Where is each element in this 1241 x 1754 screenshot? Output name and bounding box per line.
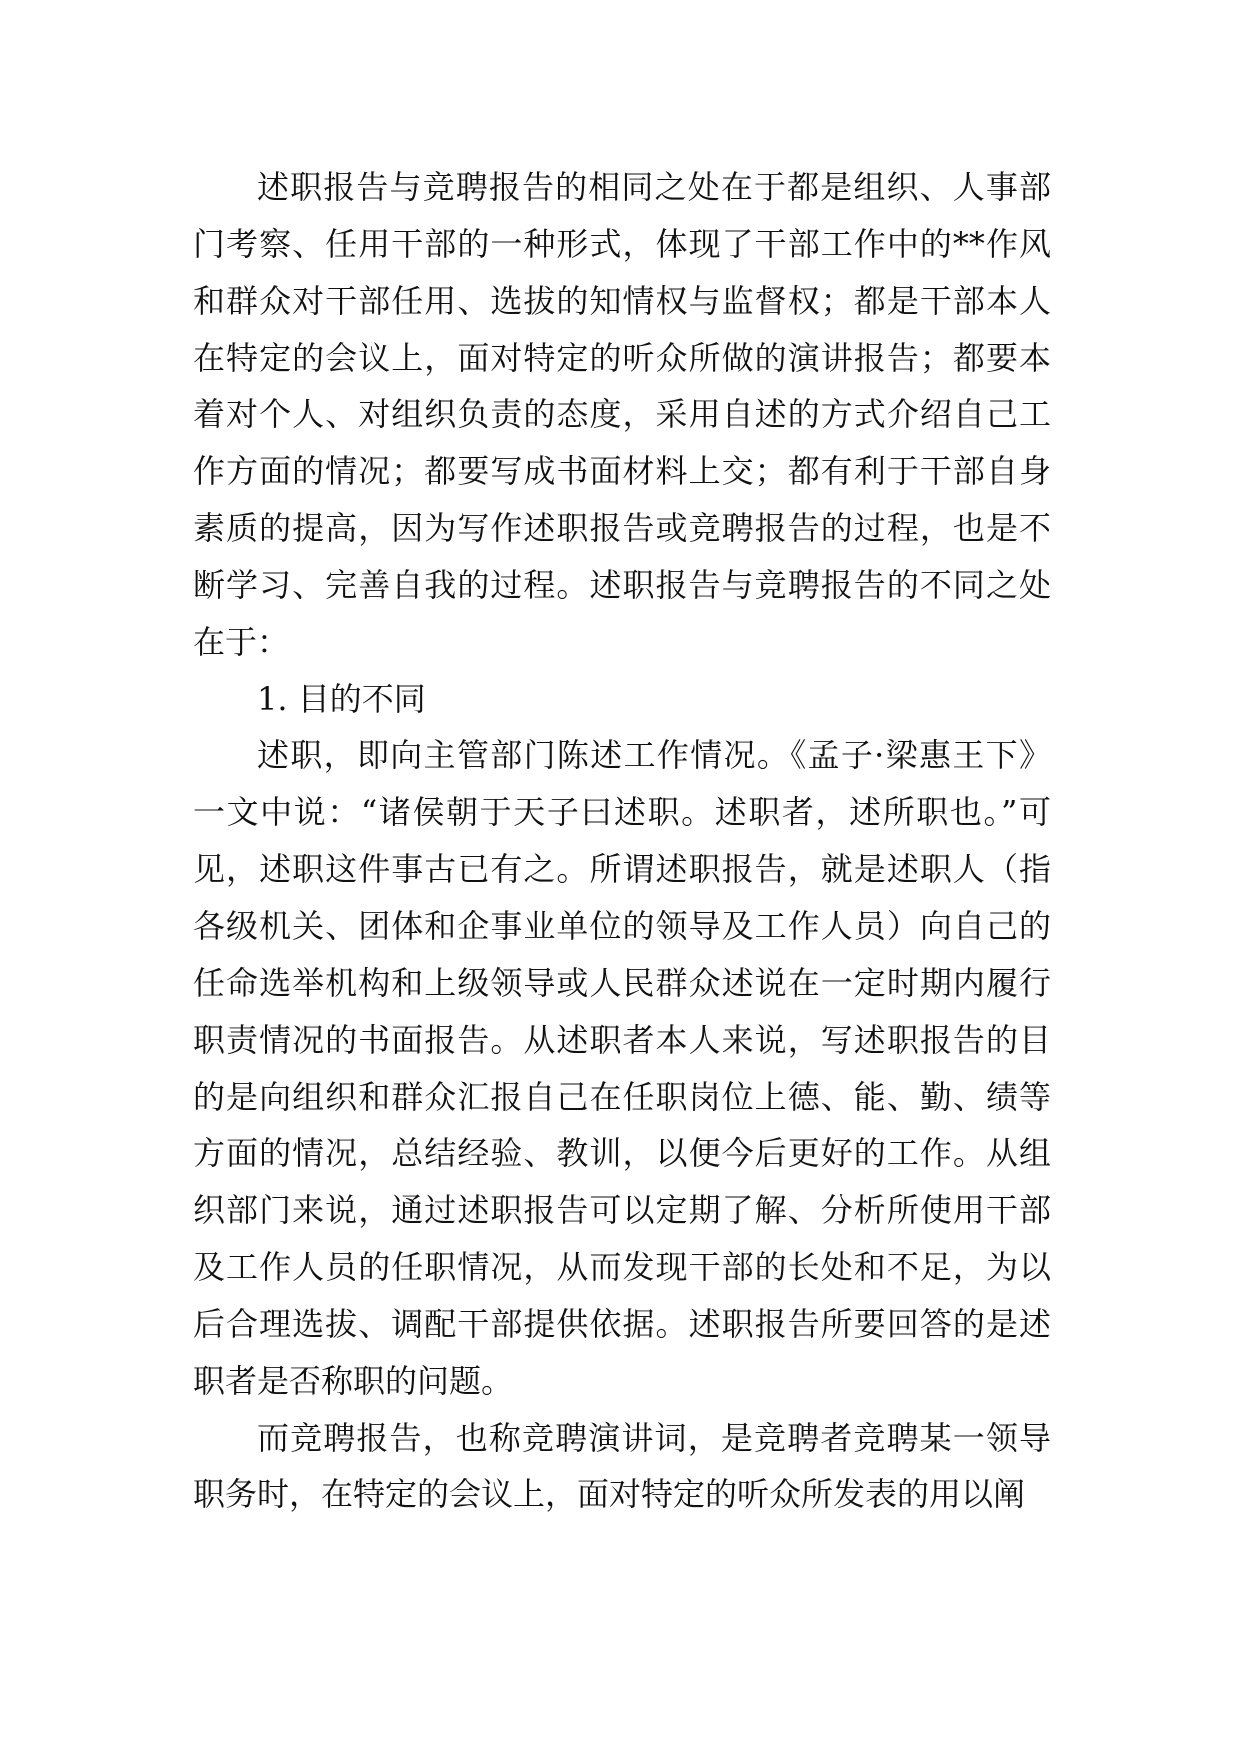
- paragraph-competition-report: 而竞聘报告，也称竞聘演讲词，是竞聘者竞聘某一领导职务时，在特定的会议上，面对特定的听众所发表的用以阐: [193, 1418, 1051, 1514]
- section-heading-purpose: 1. 目的不同: [257, 679, 426, 718]
- paragraph-duty-report: 述职，即向主管部门陈述工作情况。《孟子·梁惠王下》一文中说：“诸侯朝于天子曰述职。述职者，述所职也。”可见，述职这件事古已有之。所谓述职报告，就是述职人（指各级机关、团体和企事业单位的领导及工作人员）向自己的任命选举机构和上级领导或人民群众述说在一定时期内履行职责情况的书面报告。从述职者本人来说，写述职报告的目的是向组织和群众汇报自己在任职岗位上德、能、勤、绩等方面的情况，总结经验、教训，以便今后更好的工作。从组织部门来说，通过述职报告可以定期了解、分析所使用干部及工作人员的任职情况，从而发现干部的长处和不足，为以后合理选拔、调配干部提供依据。述职报告所要回答的是述职者是否称职的问题。: [193, 736, 1051, 1400]
- document-body: [193, 159, 1051, 1523]
- paragraph-comparison: 述职报告与竞聘报告的相同之处在于都是组织、人事部门考察、任用干部的一种形式，体现了干部工作中的**作风和群众对干部任用、选拔的知情权与监督权；都是干部本人在特定的会议上，面对特定的听众所做的演讲报告；都要本着对个人、对组织负责的态度，采用自述的方式介绍自己工作方面的情况；都要写成书面材料上交；都有利于干部自身素质的提高，因为写作述职报告或竞聘报告的过程，也是不断学习、完善自我的过程。述职报告与竞聘报告的不同之处在于：: [193, 168, 1051, 661]
